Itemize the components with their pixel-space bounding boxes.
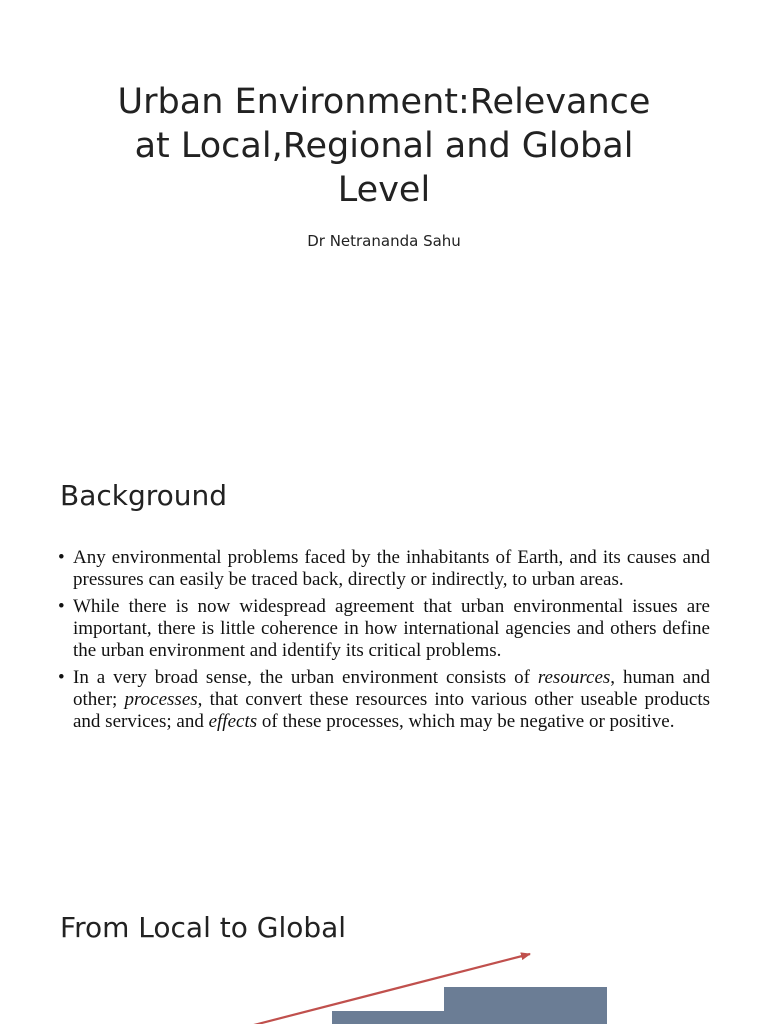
- local-to-global-heading: From Local to Global: [60, 911, 347, 944]
- scale-block-regional: [332, 1011, 477, 1024]
- title-line-3: Level: [337, 170, 431, 210]
- term-effects: effects: [208, 711, 258, 732]
- background-bullet-list: [58, 547, 710, 738]
- slide-title: [0, 0, 768, 440]
- slide-background: [0, 440, 768, 860]
- bullet-item-3: [58, 667, 710, 733]
- bullet-dot-icon: •: [58, 596, 65, 617]
- bullet-dot-icon: •: [58, 547, 65, 568]
- author-subtitle: Dr Netrananda Sahu: [307, 232, 461, 250]
- slide-local-to-global: [0, 860, 768, 1024]
- title-line-1: Urban Environment:Relevance: [117, 82, 651, 122]
- bullet-item-2: [58, 596, 710, 662]
- bullet-text-3-part-3: , that convert these resources into various other useable products and services; and: [73, 689, 710, 732]
- bullet-text-1: Any environmental problems faced by the inhabitants of Earth, and its causes and pressures can easily be traced back, directly or indirectly, to urban areas.: [73, 547, 710, 590]
- bullet-text-3-part-1: In a very broad sense, the urban environment consists of: [73, 667, 538, 688]
- bullet-text-3: [73, 667, 710, 732]
- bullet-dot-icon: •: [58, 667, 65, 688]
- bullet-text-3-part-4: of these processes, which may be negative or positive.: [257, 711, 675, 732]
- title-line-2: at Local,Regional and Global: [134, 126, 634, 166]
- term-resources: resources: [537, 667, 611, 688]
- term-processes: processes: [124, 689, 198, 710]
- bullet-text-2: While there is now widespread agreement that urban environmental issues are important, there is little coherence in how international agencies and others define the urban environment and identify its critical problems.: [73, 596, 710, 661]
- slide-title-heading: [84, 80, 684, 212]
- background-heading: Background: [60, 479, 228, 512]
- bullet-text-3-part-2: , human and other;: [73, 667, 710, 710]
- bullet-item-1: [58, 547, 710, 591]
